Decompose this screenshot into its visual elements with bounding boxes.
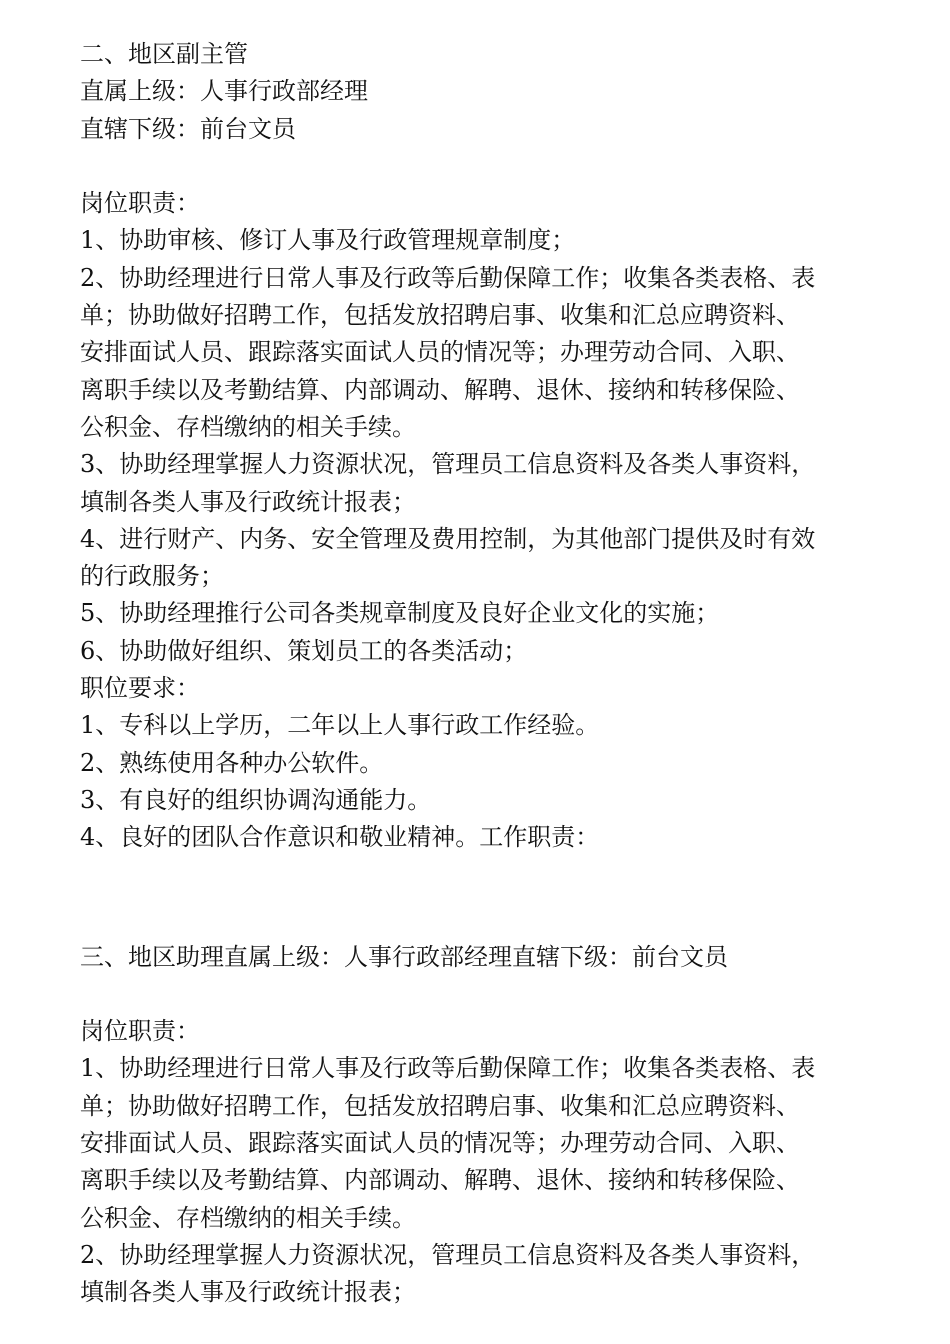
duty-line: 5、协助经理推行公司各类规章制度及良好企业文化的实施； xyxy=(80,599,720,628)
requirement-line: 3、有良好的组织协调沟通能力。 xyxy=(80,785,432,814)
superior-line: 直属上级：人事行政部经理 xyxy=(80,77,368,106)
duty-line: 4、进行财产、内务、安全管理及费用控制，为其他部门提供及时有效 xyxy=(80,524,816,553)
document-page xyxy=(80,36,870,1312)
duty-line: 1、协助审核、修订人事及行政管理规章制度； xyxy=(80,226,576,255)
spacer xyxy=(80,857,870,939)
spacer xyxy=(80,976,870,1013)
duty-line: 6、协助做好组织、策划员工的各类活动； xyxy=(80,636,528,665)
duties-heading: 岗位职责： xyxy=(80,189,200,218)
duty-line: 2、协助经理进行日常人事及行政等后勤保障工作；收集各类表格、表 xyxy=(80,263,816,292)
duty-line: 单；协助做好招聘工作，包括发放招聘启事、收集和汇总应聘资料、 xyxy=(80,301,800,330)
requirement-line: 1、专科以上学历，二年以上人事行政工作经验。 xyxy=(80,711,600,740)
duties-heading: 岗位职责： xyxy=(80,1017,200,1046)
requirement-line: 2、熟练使用各种办公软件。 xyxy=(80,748,384,777)
duty-line: 的行政服务； xyxy=(80,562,224,591)
duty-line: 2、协助经理掌握人力资源状况，管理员工信息资料及各类人事资料， xyxy=(80,1240,816,1269)
duty-line: 安排面试人员、跟踪落实面试人员的情况等；办理劳动合同、入职、 xyxy=(80,1129,800,1158)
duty-line: 填制各类人事及行政统计报表； xyxy=(80,1278,416,1307)
section-title: 三、地区助理直属上级：人事行政部经理直辖下级：前台文员 xyxy=(80,942,728,971)
duty-line: 离职手续以及考勤结算、内部调动、解聘、退休、接纳和转移保险、 xyxy=(80,1166,800,1195)
requirements-heading: 职位要求： xyxy=(80,674,200,703)
duty-line: 填制各类人事及行政统计报表； xyxy=(80,487,416,516)
duty-line: 公积金、存档缴纳的相关手续。 xyxy=(80,1203,416,1232)
subordinate-line: 直辖下级：前台文员 xyxy=(80,114,296,143)
spacer xyxy=(80,148,870,185)
section-title: 二、地区副主管 xyxy=(80,40,248,68)
duty-line: 安排面试人员、跟踪落实面试人员的情况等；办理劳动合同、入职、 xyxy=(80,338,800,367)
duty-line: 3、协助经理掌握人力资源状况，管理员工信息资料及各类人事资料， xyxy=(80,450,816,479)
duty-line: 离职手续以及考勤结算、内部调动、解聘、退休、接纳和转移保险、 xyxy=(80,375,800,404)
duty-line: 1、协助经理进行日常人事及行政等后勤保障工作；收集各类表格、表 xyxy=(80,1054,816,1083)
duty-line: 公积金、存档缴纳的相关手续。 xyxy=(80,412,416,441)
requirement-line: 4、良好的团队合作意识和敬业精神。工作职责： xyxy=(80,823,600,852)
duty-line: 单；协助做好招聘工作，包括发放招聘启事、收集和汇总应聘资料、 xyxy=(80,1091,800,1120)
